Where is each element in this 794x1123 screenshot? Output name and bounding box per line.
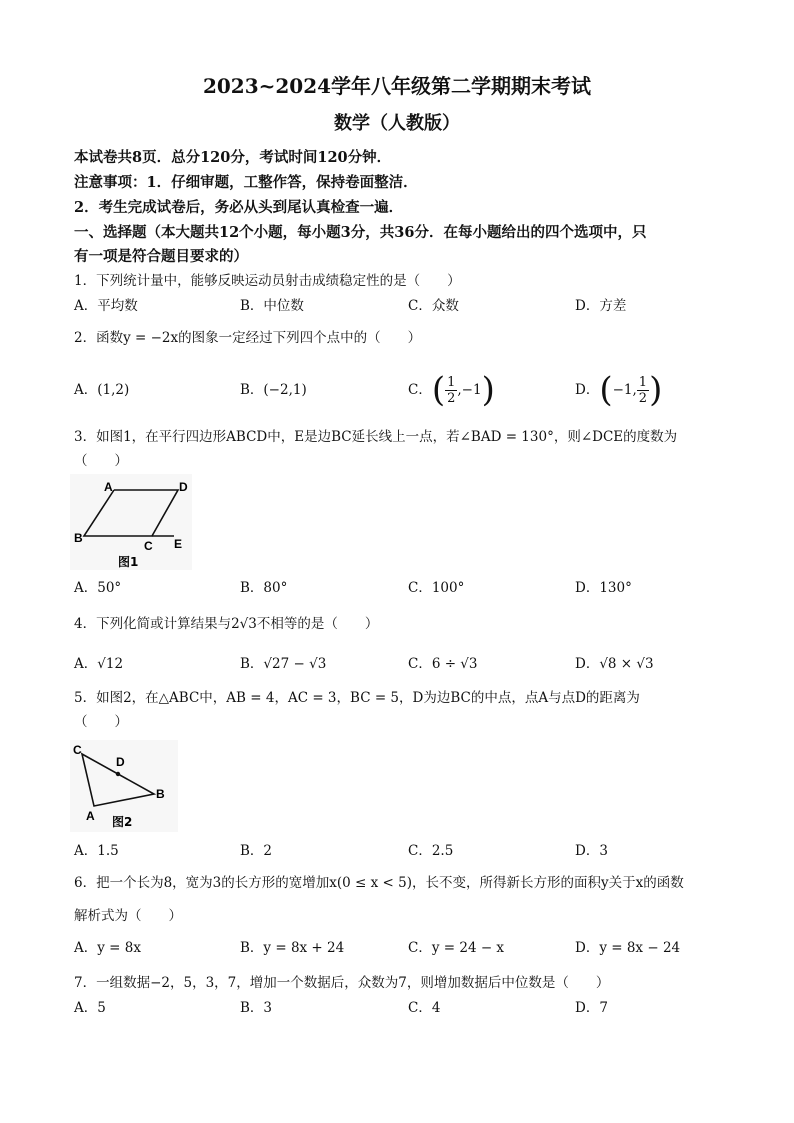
label-d: D <box>116 755 125 769</box>
q4-option-a[interactable]: A．√12 <box>74 656 124 672</box>
q7-stem: 7．一组数据−2，5，3，7，增加一个数据后，众数为7，则增加数据后中位数是（ ） <box>74 975 610 991</box>
q1-stem: 1．下列统计量中，能够反映运动员射击成绩稳定性的是（ ） <box>74 273 461 289</box>
q3-option-b[interactable]: B．80° <box>240 580 288 596</box>
section-heading-line2: 有一项是符合题目要求的） <box>74 248 248 265</box>
q4-option-c[interactable]: C．6 ÷ √3 <box>408 656 478 672</box>
section-heading-line1: 一、选择题（本大题共12个小题，每小题3分，共36分．在每小题给出的四个选项中，只 <box>74 224 647 241</box>
left-paren: ( <box>599 370 613 410</box>
q5-stem-line2: （ ） <box>74 714 128 730</box>
q1-option-b[interactable]: B．中位数 <box>240 298 304 314</box>
q1-option-d[interactable]: D．方差 <box>575 298 627 314</box>
intro-line-notes: 注意事项：1．仔细审题，工整作答，保持卷面整洁． <box>74 174 418 191</box>
fraction: $\frac{1}{2}$ <box>447 374 456 406</box>
q1-option-c[interactable]: C．众数 <box>408 298 459 314</box>
q6-option-a[interactable]: A．y = 8x <box>74 940 141 956</box>
right-paren: ) <box>649 370 663 410</box>
q6-stem-line1: 6．把一个长为8，宽为3的长方形的宽增加x(0 ≤ x < 5)，长不变，所得新长方形的面积y关于x的函数 <box>74 875 684 891</box>
q3-option-d[interactable]: D．130° <box>575 580 632 596</box>
q3-stem-line1: 3．如图1，在平行四边形ABCD中，E是边BC延长线上一点，若∠BAD = 130°，则∠DCE的度数为 <box>74 429 678 445</box>
exam-title: 2023~2024学年八年级第二学期期末考试 <box>202 74 592 98</box>
fraction: $\frac{1}{2}$ <box>638 374 648 406</box>
q7-option-a[interactable]: A．5 <box>74 1000 106 1016</box>
q6-option-d[interactable]: D．y = 8x − 24 <box>575 940 681 956</box>
q3-stem-line2: （ ） <box>74 453 128 469</box>
q6-option-b[interactable]: B．y = 8x + 24 <box>240 940 345 956</box>
left-paren: ( <box>431 370 446 410</box>
label-c: C <box>144 539 153 553</box>
q6-option-c[interactable]: C．y = 24 − x <box>408 940 505 956</box>
midpoint-d <box>116 772 120 776</box>
q4-option-b[interactable]: B．√27 − √3 <box>240 656 327 672</box>
q7-option-b[interactable]: B．3 <box>240 1000 273 1016</box>
label-b: B <box>74 531 83 545</box>
right-paren: ) <box>481 370 495 410</box>
q2-option-c[interactable]: C． ( $\frac{1}{2}$ ,−1 ) <box>408 370 495 410</box>
q3-option-c[interactable]: C．100° <box>408 580 465 596</box>
label-a: A <box>86 809 95 823</box>
label-d: D <box>179 480 188 494</box>
q2-option-a[interactable]: A．(1,2) <box>74 382 130 398</box>
q5-option-c[interactable]: C．2.5 <box>408 843 454 859</box>
label-a: A <box>104 480 113 494</box>
exam-subtitle: 数学（人教版） <box>334 113 460 134</box>
q3-option-a[interactable]: A．50° <box>74 580 122 596</box>
q7-option-d[interactable]: D．7 <box>575 1000 608 1016</box>
q4-stem: 4．下列化简或计算结果与2√3不相等的是（ ） <box>74 616 379 632</box>
q6-stem-line2: 解析式为（ ） <box>74 908 182 924</box>
figure-1-caption: 图1 <box>118 555 139 569</box>
figure-2-caption: 图2 <box>112 815 133 829</box>
label-b: B <box>156 787 165 801</box>
label-e: E <box>174 537 183 551</box>
q2-option-b[interactable]: B．(−2,1) <box>240 382 307 398</box>
label-c: C <box>73 743 82 757</box>
q5-option-a[interactable]: A．1.5 <box>74 843 119 859</box>
q7-option-c[interactable]: C．4 <box>408 1000 441 1016</box>
figure-2-triangle <box>70 740 178 832</box>
intro-line-check: 2．考生完成试卷后，务必从头到尾认真检查一遍． <box>74 199 404 216</box>
q5-stem-line1: 5．如图2，在△ABC中，AB = 4，AC = 3，BC = 5，D为边BC的中点，点A与点D的距离为 <box>74 690 640 706</box>
q4-option-d[interactable]: D．√8 × √3 <box>575 656 654 672</box>
q5-option-d[interactable]: D．3 <box>575 843 608 859</box>
q1-option-a[interactable]: A．平均数 <box>74 298 138 314</box>
q2-option-d[interactable]: D． ( −1, $\frac{1}{2}$ ) <box>575 370 663 410</box>
q2-option-d-label: D． <box>575 382 600 398</box>
intro-line-pages: 本试卷共8页．总分120分，考试时间120分钟． <box>74 149 392 166</box>
q2-stem: 2．函数y = −2x的图象一定经过下列四个点中的（ ） <box>74 330 422 346</box>
q2-option-c-label: C． <box>408 382 432 398</box>
figure-1-parallelogram <box>70 474 192 570</box>
q5-option-b[interactable]: B．2 <box>240 843 273 859</box>
